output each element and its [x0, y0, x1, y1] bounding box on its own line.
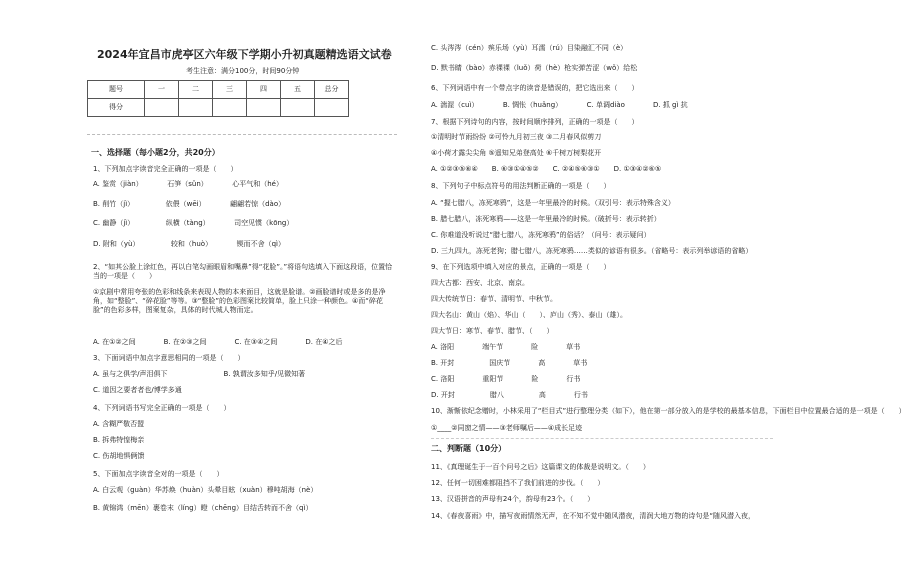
question-line: D. 默书睛（bào）赤裸裸（luǒ）荷（hè）枪实弹苦涩（wǒ）给松 — [431, 64, 638, 72]
question-line: C. 你难道没听说过“腊七腊八，冻死寒鸦”的俗话？（问号：表示疑问） — [431, 231, 651, 239]
question-line: 10、渐惭依纪念赠时，小林采用了“栏目式”进行整理分类（如下），他在第一部分放入的是学校的最基本信息，下面栏目中位置最合适的是一项是（ ） — [431, 407, 906, 415]
question-line: A. ①②③⑤⑥④ B. ⑥③①④⑤② C. ②④⑤⑥③① D. ①③④②⑥⑤ — [431, 165, 662, 173]
score-header-cell: 二 — [179, 81, 213, 99]
score-row-label: 得分 — [88, 99, 145, 117]
question-line: B. 黄锦鸿（mēn）裹卷末（líng）瞪（chēng）目结舌转而不舍（qì） — [93, 504, 313, 512]
question-line: C. 头涔涔（cén）殡乐场（yù）耳濡（rú）目染融汇不同（è） — [431, 44, 628, 52]
section-heading-choice: 一、选择题（每小题2分，共20分） — [91, 148, 220, 157]
question-line: C. 洛阳 重阳节 险 行书 — [431, 375, 581, 383]
question-line: B. 拆弗特惶梅亲 — [93, 436, 145, 444]
score-blank-cell[interactable] — [145, 99, 179, 117]
question-line: 2、“如其公脸上涂红色，再以白笔勾画眼眉和嘴鼻”得“花脸”。”将语句选填入下面这段语，位置恰当的一项是（ ） — [93, 263, 393, 280]
section-divider — [87, 134, 397, 135]
question-line: A. “握七腊八，冻死寒鸦”，这是一年里最冷的时候。（双引号：表示特殊含义） — [431, 199, 675, 207]
score-table-header-row — [88, 81, 349, 99]
question-line: 四大节日：寒节、春节、腊节、（ ） — [431, 327, 554, 335]
question-line: 11、《真理诞生于一百个问号之后》这篇课文的体裁是说明文。（ ） — [431, 463, 650, 471]
score-blank-cell[interactable] — [213, 99, 247, 117]
question-line: C. 道因之要者者也/博学多通 — [93, 386, 182, 394]
question-line: 四大名山：黄山（焰）、华山（ ）、庐山（秀）、泰山（雄）。 — [431, 311, 627, 319]
question-line: 3、下面词语中加点字意思相同的一项是（ ） — [93, 354, 245, 362]
question-line: A. 鉴赏（jiàn） 石笋（sǔn） 心平气和（hé） — [93, 180, 283, 188]
question-line: A. 湍渥（cuì） B. 惆怅（huǎng） C. 单调diào D. 抓 gì 抗 — [431, 101, 688, 109]
score-header-cell: 一 — [145, 81, 179, 99]
question-line: 四大传统节日：春节、清明节、中秋节。 — [431, 295, 557, 303]
score-header-cell: 三 — [213, 81, 247, 99]
score-header-cell: 总分 — [315, 81, 349, 99]
score-header-cell: 四 — [247, 81, 281, 99]
question-line: B. 腊七腊八，冻死寒鸦——这是一年里最冷的时候。（破折号：表示转折） — [431, 215, 661, 223]
score-table-score-row — [88, 99, 349, 117]
question-line: ①清明时节雨纷纷 ②可怜九月初三夜 ③二月春风似剪刀 — [431, 133, 602, 141]
question-line: A. 洛阳 端午节 险 草书 — [431, 343, 581, 351]
question-line: C. 幽静（jì） 纵横（tàng） 司空见惯（kōng） — [93, 219, 294, 227]
question-line: A. 白云观（guàn）华苏焕（huàn）头晕目眩（xuàn）穆吨胡海（nè） — [93, 486, 318, 494]
question-line: 9、在下列选项中填入对应的景点，正确的一项是（ ） — [431, 263, 611, 271]
question-line: A. 虽与之俱学/声泪俱下 B. 孰谓汝多知乎/见微知著 — [93, 370, 306, 378]
question-line: D. 三九四九，冻死老狗；腊七腊八，冻死寒鸦……类似的谚语有很多。（省略号：表示列举谚语的省略） — [431, 247, 753, 255]
question-line: 7、根据下列诗句的内容，按时间顺序排列，正确的一项是（ ） — [431, 118, 639, 126]
question-line: D. 附和（yù） 较和（huò） 锲而不舍（qì） — [93, 240, 285, 248]
score-blank-cell[interactable] — [247, 99, 281, 117]
section-divider — [431, 438, 773, 439]
question-line: A. 含糊严敬否盟 — [93, 420, 145, 428]
question-line: C. 伤胡地惧俩馈 — [93, 452, 145, 460]
score-table — [87, 80, 349, 117]
question-line: ④小荷才露尖尖角 ⑤遥知兄弟登高处 ⑥千树万树梨花开 — [431, 149, 602, 157]
score-blank-cell[interactable] — [281, 99, 315, 117]
question-line: 4、下列词语书写完全正确的一项是（ ） — [93, 404, 231, 412]
question-line: B. 削竹（jì） 依偎（wēi） 翩翩若惊（dào） — [93, 200, 286, 208]
question-line: 6、下列词语中有一个带点字的读音是错误的，把它选出来（ ） — [431, 84, 639, 92]
exam-notice: 考生注意：满分100分，时间90分钟 — [186, 67, 300, 75]
question-line: 12、任何一切困难都阻挡不了我们前进的步伐。（ ） — [431, 479, 605, 487]
question-line: 13、汉语拼音的声母有24个，韵母有23个。（ ） — [431, 495, 595, 503]
score-header-cell: 题号 — [88, 81, 145, 99]
question-line: D. 开封 腊八 高 行书 — [431, 391, 588, 399]
question-line: B. 开封 国庆节 高 草书 — [431, 359, 588, 367]
question-line: ①京剧中常用夸张的色彩和线条来表现人物的本来面目，这就是脸谱。②画脸谱时或是多的是净角，如“整脸”、“碎花脸”等等。③“整脸”的色彩图案比较简单，脸上只涂一种颜色。④而“碎花脸”的色彩多样，图案复杂，具体的时代城人物而定。 — [93, 288, 386, 314]
score-blank-cell[interactable] — [315, 99, 349, 117]
question-line: ①____②同窗之情——③老师嘱后——④成长足迹 — [431, 424, 583, 432]
score-blank-cell[interactable] — [179, 99, 213, 117]
question-line: 14、《春夜喜雨》中，描写夜雨情然无声，在不知不觉中随风潜夜，清润大地万物的诗句是“随风潜入夜， — [431, 512, 756, 520]
question-line: 四大古都：西安、北京、南京。 — [431, 279, 529, 287]
section-heading-judge: 二、判断题（10分） — [431, 444, 507, 453]
question-line: 1、下列加点字读音完全正确的一项是（ ） — [93, 165, 238, 173]
page-title: 2024年宜昌市虎亭区六年级下学期小升初真题精选语文试卷 — [97, 48, 392, 61]
question-line: A. 在①②之间 B. 在②③之间 C. 在③④之间 D. 在④之后 — [93, 338, 343, 346]
question-line: 8、下列句子中标点符号的用法判断正确的一项是（ ） — [431, 182, 611, 190]
score-header-cell: 五 — [281, 81, 315, 99]
question-line: 5、下面加点字读音全对的一项是（ ） — [93, 470, 224, 478]
